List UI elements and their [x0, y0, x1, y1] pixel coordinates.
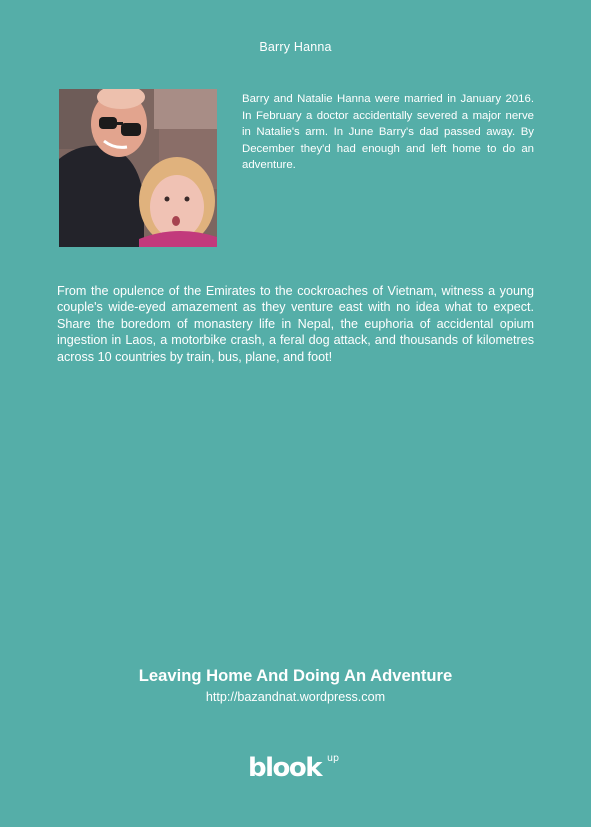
book-blurb: From the opulence of the Emirates to the cockroaches of Vietnam, witness a young couple's wide-eyed amazement as they venture east with no idea what to expect. Share the boredom of monastery life in Nepal, the euphoria of accidental opium ingestion in Laos, a motorbike crash, a feral dog attack, and thousands of kilometres across 10 countries by train, bus, plane, and foot!: [57, 284, 534, 364]
publisher-logo-superscript: up: [327, 753, 340, 764]
author-photo: [59, 89, 217, 247]
author-name: Barry Hanna: [259, 40, 332, 54]
book-url[interactable]: http://bazandnat.wordpress.com: [205, 690, 386, 704]
publisher-logo: [248, 753, 348, 783]
author-bio: Barry and Natalie Hanna were married in January 2016. In February a doctor accidentally severed a major nerve in Natalie's arm. In June Barry's dad passed away. By December they'd had enough and left home to do an adventure.: [242, 93, 534, 172]
publisher-logo-wordmark: blook: [248, 753, 322, 783]
book-title: Leaving Home And Doing An Adventure: [138, 666, 453, 685]
